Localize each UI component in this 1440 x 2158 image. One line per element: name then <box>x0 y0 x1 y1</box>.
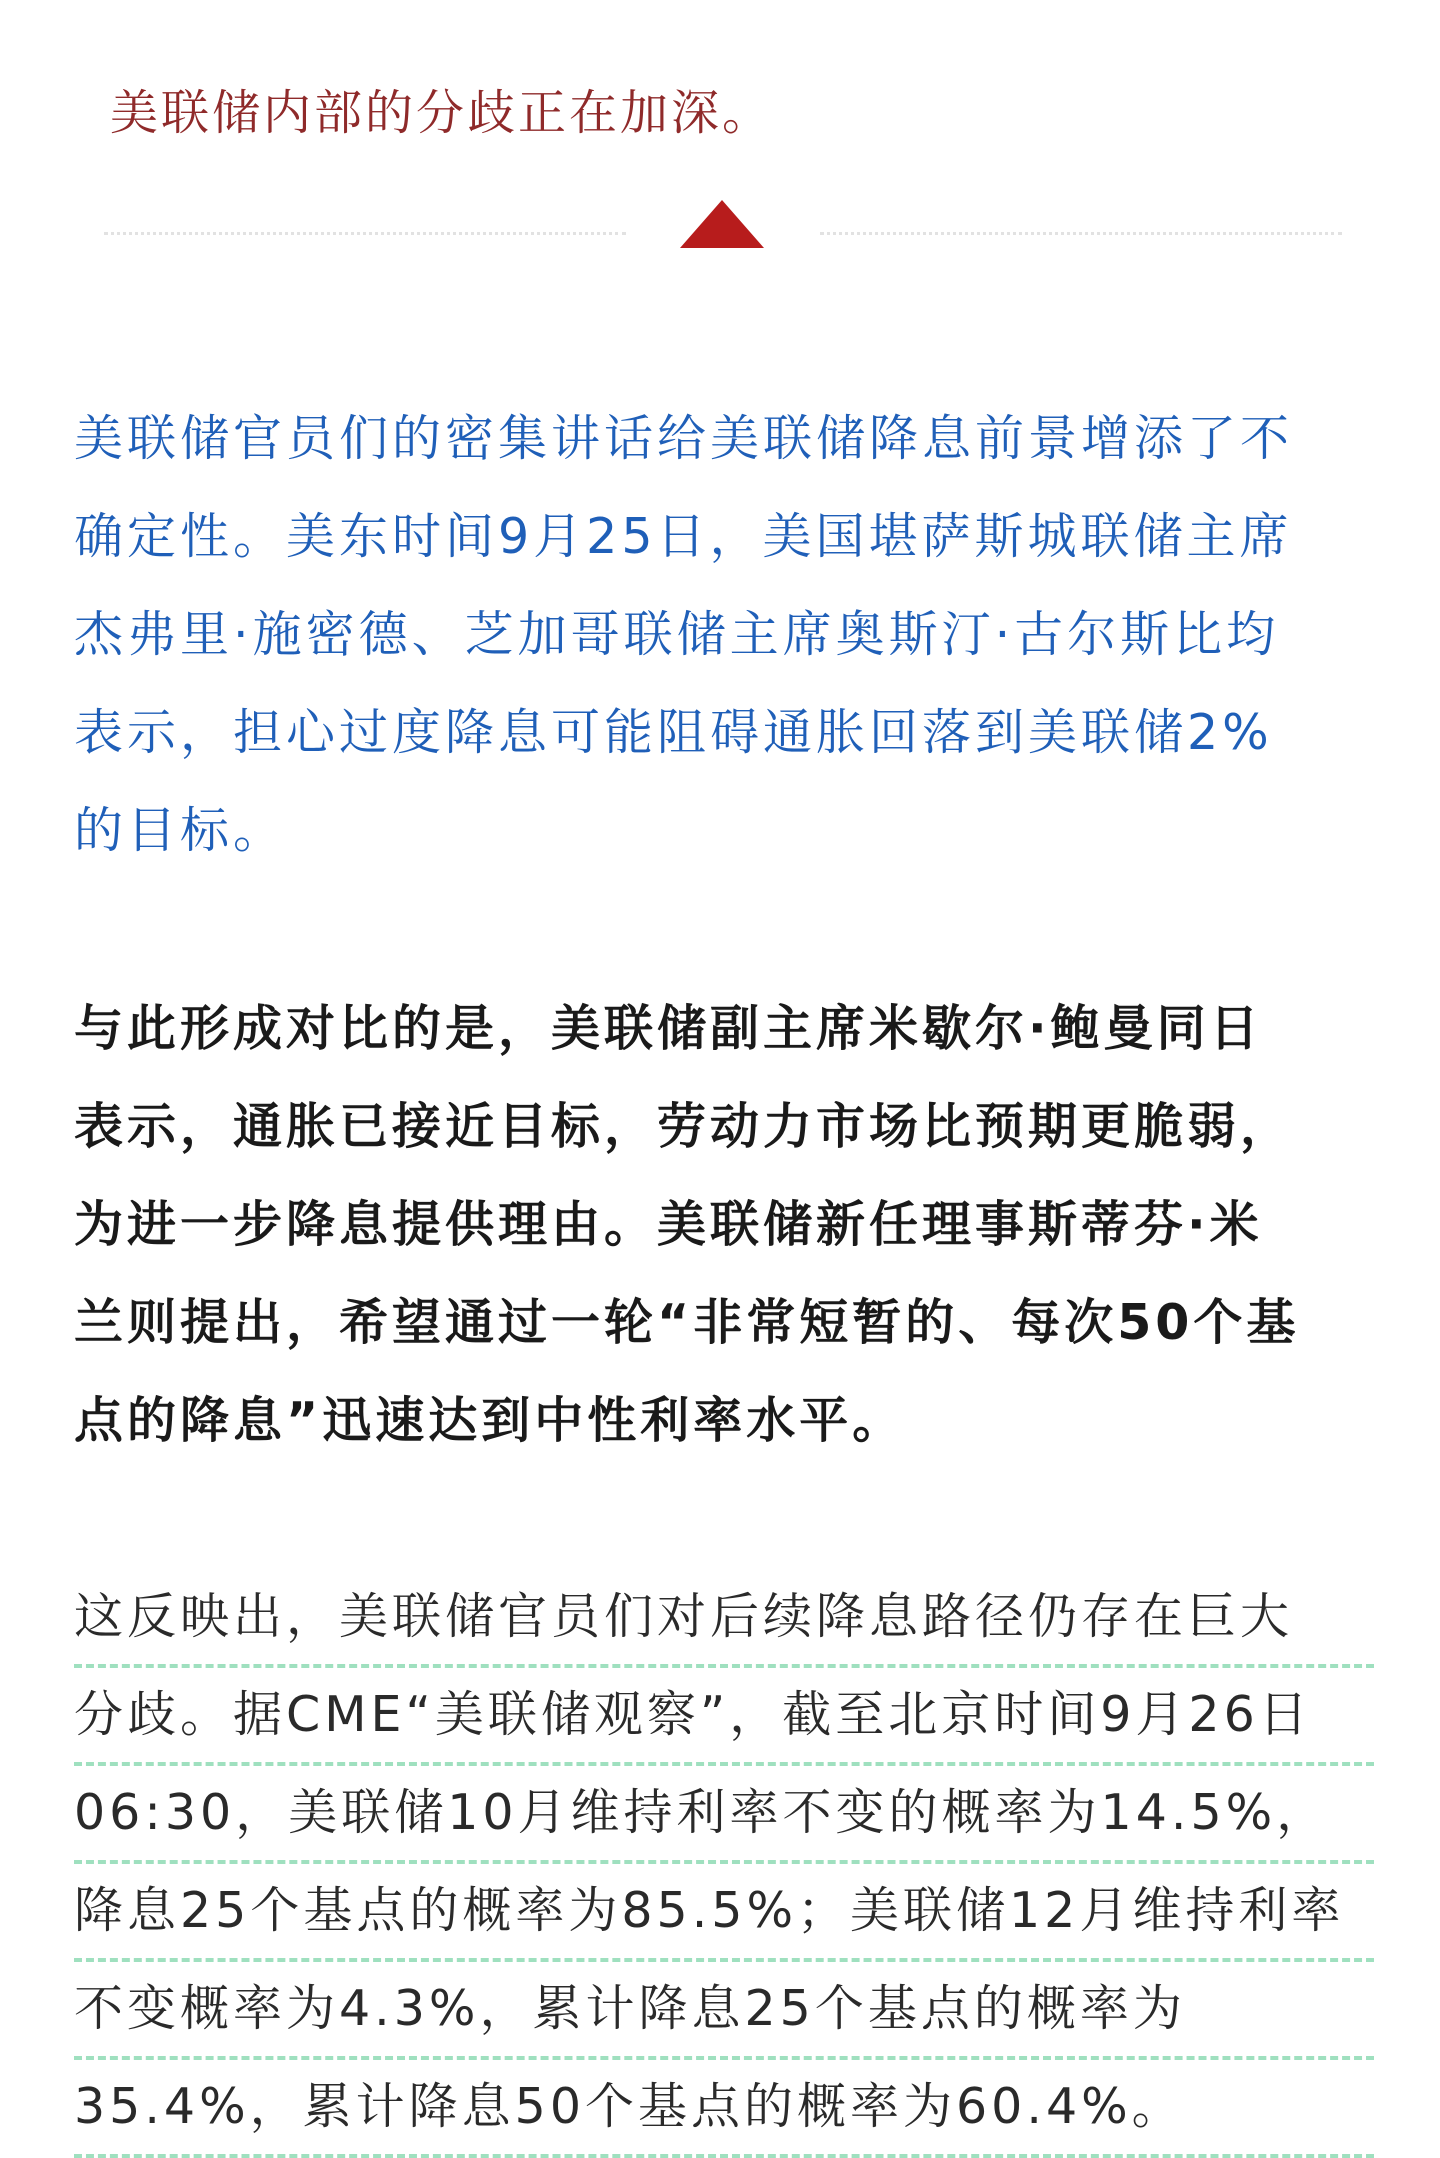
paragraph-line: 表示，通胀已接近目标，劳动力市场比预期更脆弱， <box>74 1098 1294 1155</box>
triangle-up-icon <box>680 200 764 248</box>
paragraph-line: 降息25个基点的概率为85.5%；美联储12月维持利率 <box>74 1864 1374 1962</box>
paragraph-bold <box>74 980 1374 1470</box>
paragraph-line: 表示，担心过度降息可能阻碍通胀回落到美联储2% <box>74 704 1273 761</box>
paragraph-line: 美联储官员们的密集讲话给美联储降息前景增添了不 <box>74 410 1294 467</box>
paragraph-highlight-blue <box>74 390 1374 880</box>
paragraph-underlined <box>74 1570 1374 2158</box>
section-divider <box>0 200 1440 280</box>
paragraph-line: 杰弗里·施密德、芝加哥联储主席奥斯汀·古尔斯比均 <box>74 606 1280 663</box>
paragraph-line: 35.4%，累计降息50个基点的概率为60.4%。 <box>74 2060 1374 2158</box>
paragraph-line: 不变概率为4.3%，累计降息25个基点的概率为 <box>74 1962 1374 2060</box>
section-heading: 美联储内部的分歧正在加深。 <box>110 85 774 141</box>
paragraph-line: 这反映出，美联储官员们对后续降息路径仍存在巨大 <box>74 1570 1374 1668</box>
divider-rule-right <box>820 232 1342 235</box>
paragraph-line: 06:30，美联储10月维持利率不变的概率为14.5%， <box>74 1766 1374 1864</box>
paragraph-line: 点的降息”迅速达到中性利率水平。 <box>74 1392 906 1449</box>
paragraph-line: 分歧。据CME“美联储观察”，截至北京时间9月26日 <box>74 1668 1374 1766</box>
paragraph-line: 的目标。 <box>74 802 287 859</box>
paragraph-line: 与此形成对比的是，美联储副主席米歇尔·鲍曼同日 <box>74 1000 1263 1057</box>
paragraph-line: 为进一步降息提供理由。美联储新任理事斯蒂芬·米 <box>74 1196 1263 1253</box>
paragraph-line: 兰则提出，希望通过一轮“非常短暂的、每次50个基 <box>74 1294 1300 1351</box>
divider-rule-left <box>104 232 626 235</box>
paragraph-line: 确定性。美东时间9月25日，美国堪萨斯城联储主席 <box>74 508 1293 565</box>
